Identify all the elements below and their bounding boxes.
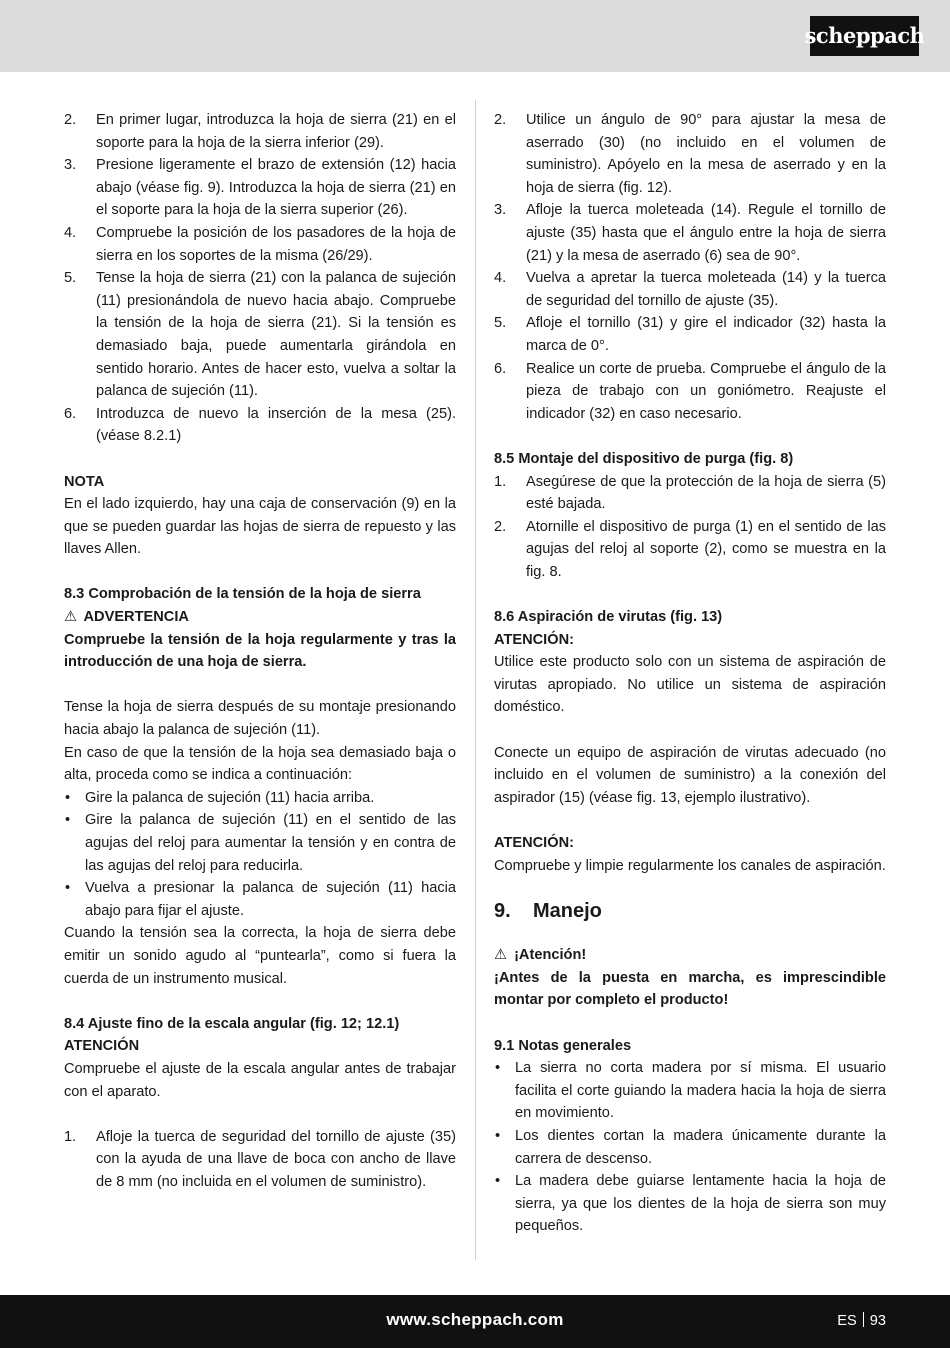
list-item: • La sierra no corta madera por sí misma. El usuario facilita el corte guiando la madera hacia la hoja de sierra en movimiento. bbox=[495, 1060, 886, 1122]
paragraph: Cuando la tensión sea la correcta, la hoja de sierra debe emitir un sonido agudo al “puntearla”, como si fuera la cuerda de un instrumento musical. bbox=[64, 925, 456, 987]
steps-list-a bbox=[64, 109, 456, 448]
paragraph: Compruebe el ajuste de la escala angular antes de trabajar con el aparato. bbox=[64, 1060, 456, 1100]
paragraph: En caso de que la tensión de la hoja sea demasiado baja o alta, proceda como se indica a continuación: bbox=[64, 744, 456, 784]
section-8-6-heading: 8.6 Aspiración de virutas (fig. 13) bbox=[494, 609, 723, 626]
section-8-3-heading: 8.3 Comprobación de la tensión de la hoja de sierra bbox=[64, 586, 421, 603]
list-item: 4. Vuelva a apretar la tuerca moleteada (14) y la tuerca de seguridad del tornillo de ajuste (35). bbox=[494, 270, 886, 309]
warning-icon: ⚠ bbox=[494, 947, 508, 964]
warning-text: ¡Antes de la puesta en marcha, es imprescindible montar por completo el producto! bbox=[494, 969, 886, 1009]
page-number: ES 93 bbox=[837, 1313, 886, 1329]
advertencia-line: ⚠ ADVERTENCIA bbox=[64, 606, 456, 629]
list-item: 2. Utilice un ángulo de 90° para ajustar la mesa de aserrado (30) (no incluido en el volumen de suministro). Apóyelo en la mesa de aserrado y en la hoja de sierra (fig. 12). bbox=[494, 112, 886, 196]
steps-list-b bbox=[494, 109, 886, 425]
column-divider bbox=[475, 100, 476, 1260]
list-item: • Gire la palanca de sujeción (11) hacia arriba. bbox=[65, 789, 375, 806]
list-item: 6. Introduzca de nuevo la inserción de la mesa (25). (véase 8.2.1) bbox=[64, 405, 456, 445]
list-item: 2. Atornille el dispositivo de purga (1) en el sentido de las agujas del reloj al soporte (2), como se muestra en la fig. 8. bbox=[494, 518, 886, 580]
nota-text: En el lado izquierdo, hay una caja de conservación (9) en la que se pueden guardar las hojas de sierra de repuesto y las llaves Allen. bbox=[64, 496, 456, 558]
paragraph: Compruebe y limpie regularmente los canales de aspiración. bbox=[494, 857, 886, 874]
paragraph: Utilice este producto solo con un sistema de aspiración de virutas apropiado. No utilice un sistema de aspiración doméstico. bbox=[494, 654, 886, 716]
section-8-4-heading: 8.4 Ajuste fino de la escala angular (fig. 12; 12.1) bbox=[64, 1015, 400, 1032]
advertencia-text: Compruebe la tensión de la hoja regularmente y tras la introducción de una hoja de sierra. bbox=[64, 631, 456, 671]
list-item: • La madera debe guiarse lentamente hacia la hoja de sierra, ya que los dientes de la hoja de sierra son muy pequeños. bbox=[495, 1173, 886, 1235]
list-item: 5. Tense la hoja de sierra (21) con la palanca de sujeción (11) presionándola de nuevo hacia abajo. Compruebe la tensión de la hoja de sierra (21). Si la tensión es demasiado baja, puede aumentarla girándola en sentido horario. Antes de hacer esto, vuelva a soltar la palanca de sujeción (11). bbox=[64, 270, 456, 400]
nota-heading: NOTA bbox=[64, 473, 105, 490]
atencion-label: ATENCIÓN bbox=[64, 1038, 140, 1055]
scheppach-logo: scheppach bbox=[810, 16, 919, 56]
list-item: 5. Afloje el tornillo (31) y gire el indicador (32) hasta la marca de 0°. bbox=[494, 315, 886, 354]
left-column bbox=[64, 109, 456, 1194]
list-item: 2. En primer lugar, introduzca la hoja de sierra (21) en el soporte para la hoja de la sierra inferior (29). bbox=[64, 112, 456, 151]
list-item: 1. Asegúrese de que la protección de la hoja de sierra (5) esté bajada. bbox=[494, 473, 886, 513]
atencion-label: ATENCIÓN: bbox=[494, 835, 574, 851]
list-item: • Gire la palanca de sujeción (11) en el sentido de las agujas del reloj para aumentar la tensión y en contra de las agujas del reloj para reducirla. bbox=[65, 812, 456, 874]
footer-bar bbox=[0, 1295, 950, 1348]
website-url: www.scheppach.com bbox=[386, 1310, 564, 1329]
bullet-list bbox=[494, 1057, 886, 1238]
warning-icon: ⚠ bbox=[64, 609, 78, 626]
list-item: 3. Afloje la tuerca moleteada (14). Regule el tornillo de ajuste (35) hasta que el ángulo entre la hoja de sierra (21) y la mesa de aserrado (6) sea de 90°. bbox=[494, 202, 886, 264]
bullet-list bbox=[64, 787, 456, 923]
paragraph: Tense la hoja de sierra después de su montaje presionando hacia abajo la palanca de sujeción (11). bbox=[64, 699, 456, 739]
list-item: • Los dientes cortan la madera únicamente durante la carrera de descenso. bbox=[495, 1127, 886, 1167]
list-item: 6. Realice un corte de prueba. Compruebe el ángulo de la pieza de trabajo con un goniómetro. Reajuste el indicador (32) en caso necesario. bbox=[494, 360, 886, 422]
list-item: 4. Compruebe la posición de los pasadores de la hoja de sierra en los soportes de la misma (26/29). bbox=[64, 224, 456, 264]
header-bar bbox=[0, 0, 950, 72]
section-8-5-heading: 8.5 Montaje del dispositivo de purga (fig. 8) bbox=[494, 450, 794, 467]
list-item: 1. Afloje la tuerca de seguridad del tornillo de ajuste (35) con la ayuda de una llave de boca con ancho de llave de 8 mm (no incluida en el volumen de suministro). bbox=[64, 1128, 456, 1190]
list-item: • Vuelva a presionar la palanca de sujeción (11) hacia abajo para fijar el ajuste. bbox=[65, 880, 456, 919]
list-item: 3. Presione ligeramente el brazo de extensión (12) hacia abajo (véase fig. 9). Introduzca la hoja de sierra (21) en el soporte para la hoja de la sierra superior (26). bbox=[64, 157, 456, 219]
section-9-1-heading: 9.1 Notas generales bbox=[494, 1037, 632, 1054]
atencion-label: ATENCIÓN: bbox=[494, 631, 574, 648]
section-9-heading: 9. Manejo bbox=[494, 900, 602, 923]
paragraph: Conecte un equipo de aspiración de virutas adecuado (no incluido en el volumen de suministro) a la conexión del aspirador (15) (véase fig. 13, ejemplo ilustrativo). bbox=[494, 744, 886, 806]
right-column bbox=[494, 109, 886, 1238]
atencion-warning-line: ⚠ ¡Atención! bbox=[494, 944, 886, 967]
